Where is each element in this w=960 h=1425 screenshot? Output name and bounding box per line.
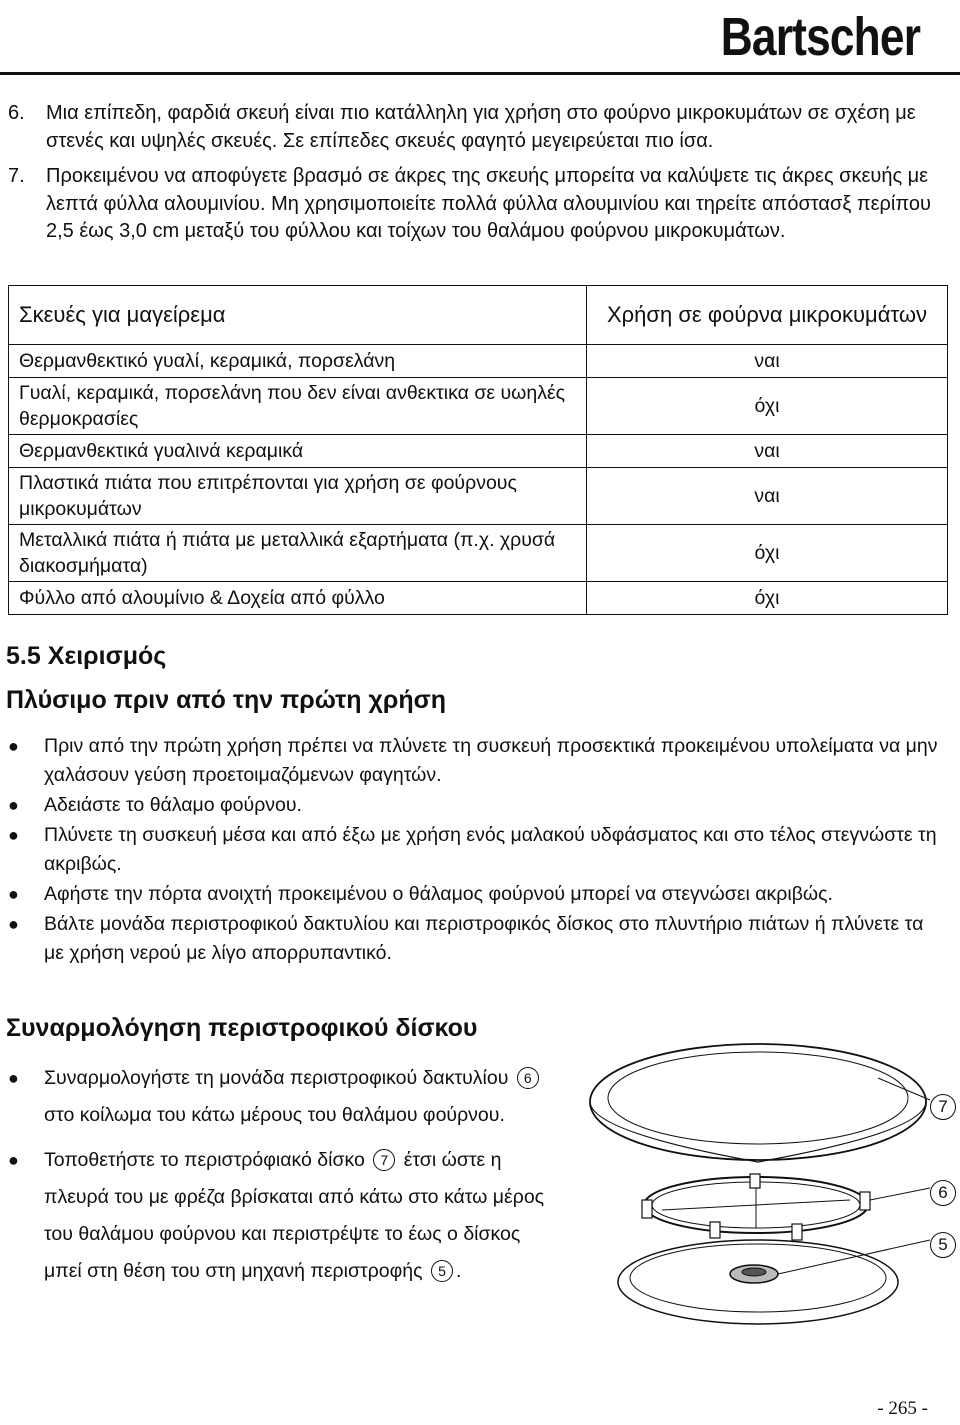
bullet-text: Αδειάστε το θάλαμο φούρνου. — [44, 794, 302, 816]
list-item — [8, 732, 943, 790]
numbered-list — [8, 100, 953, 254]
item-text: Μια επίπεδη, φαρδιά σκευή είναι πιο κατάλληλη για χρήση στο φούρνο μικροκυμάτων σε σχέση με στενές και υψηλές σκευές. Σε επίπεδες σκευές φαγητό μεγειρεύεται πιο ίσα. — [46, 102, 916, 152]
header-rule — [0, 72, 960, 75]
bullet-icon: ● — [8, 914, 19, 934]
bullet-icon: ● — [8, 1068, 19, 1088]
table-row — [9, 525, 948, 582]
assembly-text: Συναρμολογήστε τη μονάδα περιστροφικού δακτυλίου — [44, 1067, 509, 1089]
cookware-table — [8, 285, 948, 615]
bullet-icon: ● — [8, 795, 19, 815]
page-number: - 265 - — [877, 1398, 928, 1419]
bullet-text: Αφήστε την πόρτα ανοιχτή προκειμένου ο θάλαμος φούρνού μπορεί να στεγνώσει ακριβώς. — [44, 883, 833, 905]
roller-ring-drawing — [642, 1174, 870, 1240]
marker-five: 5 — [431, 1260, 453, 1282]
assembly-text: Τοποθετήστε το περιστρόφιακό δίσκο — [44, 1149, 365, 1171]
bullet-text — [44, 1142, 553, 1290]
list-item — [8, 1060, 553, 1134]
list-item — [8, 1142, 553, 1290]
bullet-icon: ● — [8, 1150, 19, 1170]
marker-six: 6 — [517, 1067, 539, 1089]
callout-five: 5 — [930, 1232, 956, 1258]
brand-logo: Bartscher — [720, 7, 920, 67]
item-text: Προκειμένου να αποφύγετε βρασμό σε άκρες της σκευής μπορείτα να καλύψετε τις άκρες σκευής με λεπτά φύλλα αλουμινίου. Μη χρησιμοποιείτε πολλά φύλλα αλουμινίου και τηρείτε απόστασξ περίπου 2,5 έως 3,0 cm μεταξύ του φύλλου και τοίχων του θαλάμου φούρνου μικροκυμάτων. — [46, 165, 931, 242]
bullet-text: Βάλτε μονάδα περιστροφικού δακτυλίου και περιστροφικός δίσκος στο πλυντήριο πιάτων ή πλύνετε τα με χρήση νερού με λίγο απορρυπαντικό. — [44, 913, 924, 964]
table-row — [9, 468, 948, 525]
coupler-base-drawing — [618, 1240, 898, 1324]
subsection-heading: Πλύσιμο πριν από την πρώτη χρήση — [6, 686, 447, 714]
header-microwave-use: Χρήση σε φούρνα μικροκυμάτων — [587, 286, 948, 345]
assembly-text: στο κοίλωμα του κάτω μέρους του θαλάμου φούρνου. — [44, 1104, 505, 1126]
assembly-bullet-list — [8, 1060, 553, 1298]
use-cell: όχι — [587, 582, 948, 615]
list-item — [8, 163, 953, 246]
assembly-text: έτσι ώστε η πλευρά του με φρέζα βρίσκαται από κάτω στο κάτω μέρος του θαλάμου φούρνου και περιστρέψτε το έως ο δίσκος μπεί στη θέση του στη μηχανή περιστροφής — [44, 1149, 545, 1282]
bullet-icon: ● — [8, 736, 19, 756]
cookware-cell: Φύλλο από αλουμίνιο & Δοχεία από φύλλο — [9, 582, 587, 615]
cookware-cell: Πλαστικά πιάτα που επιτρέπονται για χρήση σε φούρνους μικροκυμάτων — [9, 468, 587, 525]
item-number: 7. — [8, 165, 25, 187]
item-number: 6. — [8, 102, 25, 124]
list-item — [8, 100, 953, 155]
callout-seven: 7 — [930, 1094, 956, 1120]
list-item — [8, 821, 943, 879]
table-header-row — [9, 286, 948, 345]
marker-seven: 7 — [373, 1149, 395, 1171]
cookware-cell: Γυαλί, κεραμικά, πορσελάνη που δεν είναι ανθεκτικα σε υωηλές θερμοκρασίες — [9, 378, 587, 435]
table-row — [9, 378, 948, 435]
callout-six: 6 — [930, 1180, 956, 1206]
table-row — [9, 435, 948, 468]
turntable-drawing — [578, 1030, 958, 1370]
bullet-icon: ● — [8, 825, 19, 845]
bullet-text — [44, 1060, 553, 1134]
glass-plate-drawing — [590, 1044, 926, 1162]
table-row — [9, 345, 948, 378]
use-cell: όχι — [587, 525, 948, 582]
assembly-heading: Συναρμολόγηση περιστροφικού δίσκου — [6, 1014, 478, 1042]
list-item — [8, 880, 943, 909]
list-item — [8, 910, 943, 968]
bullet-text: Πλύνετε τη συσκευή μέσα και από έξω με χρήση ενός μαλακού υδφάσματος και στο τέλος στεγνώστε τη ακριβώς. — [44, 824, 937, 875]
cookware-cell: Θερμανθεκτικό γυαλί, κεραμικά, πορσελάνη — [9, 345, 587, 378]
leader-line — [870, 1188, 930, 1200]
use-cell: ναι — [587, 345, 948, 378]
use-cell: όχι — [587, 378, 948, 435]
section-heading: 5.5 Χειρισμός — [6, 642, 167, 670]
use-cell: ναι — [587, 468, 948, 525]
leader-line — [778, 1240, 930, 1274]
assembly-text: . — [455, 1260, 462, 1282]
header-cookware: Σκευές για μαγείρεμα — [9, 286, 587, 345]
list-item — [8, 791, 943, 820]
cookware-cell: Θερμανθεκτικά γυαλινά κεραμικά — [9, 435, 587, 468]
bullet-text: Πριν από την πρώτη χρήση πρέπει να πλύνετε τη συσκευή προσεκτικά προκειμένου υπολείματα να μην χαλάσουν γεύση προετοιμαζόμενων φαγητών. — [44, 735, 938, 786]
table-row — [9, 582, 948, 615]
bullet-icon: ● — [8, 884, 19, 904]
cleaning-bullet-list — [8, 732, 943, 969]
cookware-cell: Μεταλλικά πιάτα ή πιάτα με μεταλλικά εξαρτήματα (π.χ. χρυσά διακοσμήματα) — [9, 525, 587, 582]
turntable-diagram — [578, 1030, 958, 1370]
use-cell: ναι — [587, 435, 948, 468]
